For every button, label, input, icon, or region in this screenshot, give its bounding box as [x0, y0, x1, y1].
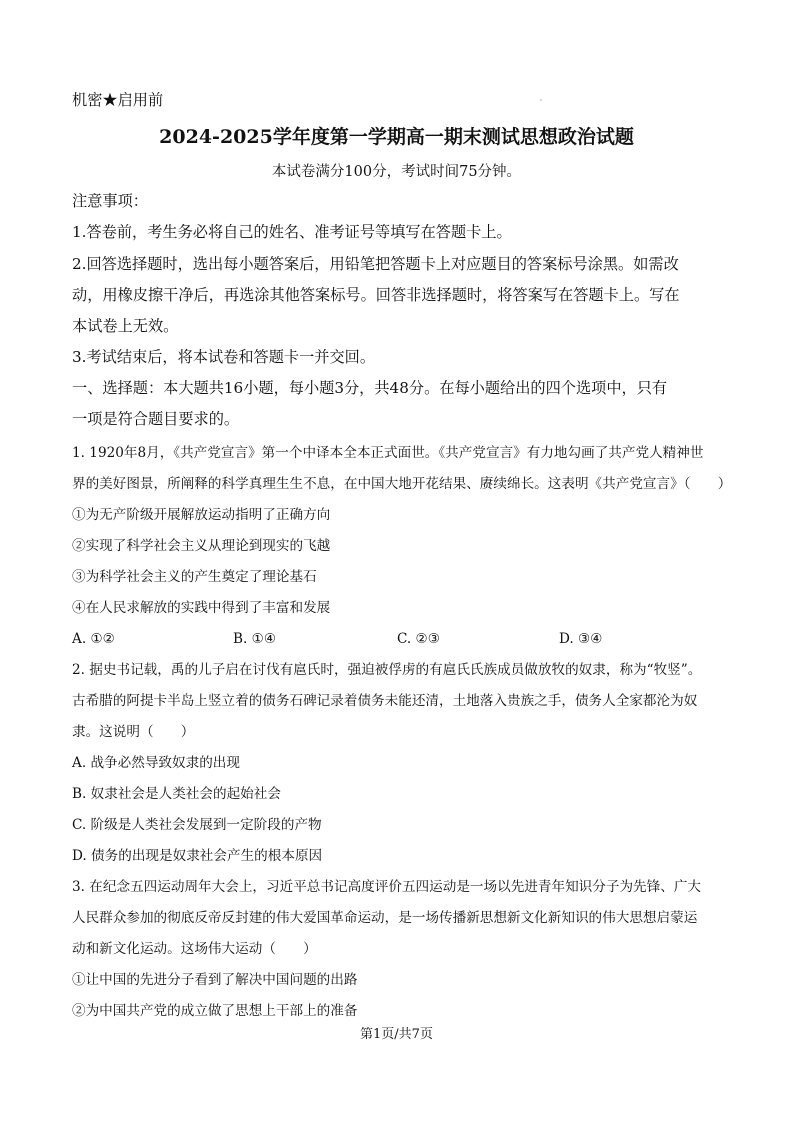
notice-item-3: 3.考试结束后，将本试卷和答题卡一并交回。: [72, 348, 376, 366]
q1-statement-3: ③为科学社会主义的产生奠定了理论基石: [72, 569, 317, 585]
notice-item-1: 1.答卷前，考生务必将自己的姓名、准考证号等填写在答题卡上。: [72, 223, 512, 241]
q2-option-d: D. 债务的出现是奴隶社会产生的根本原因: [72, 848, 323, 864]
q1-stem-line-2: 界的美好图景，所阐释的科学真理生生不息，在中国大地开花结果、赓续绵长。这表明《共产党宣言》（ ）: [72, 476, 732, 492]
confidential-label: 机密★启用前: [72, 91, 164, 109]
q3-statement-2: ②为中国共产党的成立做了思想上干部上的准备: [72, 1003, 358, 1019]
q2-option-c: C. 阶级是人类社会发展到一定阶段的产物: [72, 817, 322, 833]
q1-statement-1: ①为无产阶级开展解放运动指明了正确方向: [72, 507, 331, 523]
q2-option-b: B. 奴隶社会是人类社会的起始社会: [72, 786, 281, 802]
notice-item-2-line-1: 2.回答选择题时，选出每小题答案后，用铅笔把答题卡上对应题目的答案标号涂黑。如需改: [72, 255, 679, 273]
section-heading-line-1: 一、选择题：本大题共16小题，每小题3分，共48分。在每小题给出的四个选项中，只有: [72, 379, 668, 397]
notice-item-2-line-2: 动，用橡皮擦干净后，再选涂其他答案标号。回答非选择题时，将答案写在答题卡上。写在: [72, 286, 680, 304]
q3-stem-line-1: 3. 在纪念五四运动周年大会上，习近平总书记高度评价五四运动是一场以先进青年知识分子为先锋、广大: [72, 879, 702, 895]
exam-info: 本试卷满分100分，考试时间75分钟。: [271, 164, 522, 180]
q3-stem-line-2: 人民群众参加的彻底反帝反封建的伟大爱国革命运动，是一场传播新思想新文化新知识的伟大思想启蒙运: [72, 910, 698, 926]
q1-option-b: B. ①④: [233, 631, 277, 647]
page-title: 2024-2025学年度第一学期高一期末测试思想政治试题: [159, 126, 634, 148]
q2-stem-line-3: 隶。这说明（ ）: [72, 724, 195, 740]
q1-option-d: D. ③④: [559, 631, 603, 647]
q2-stem-line-1: 2. 据史书记载，禹的儿子启在讨伐有扈氏时，强迫被俘虏的有扈氏氏族成员做放牧的奴隶，称为“牧竖”。: [72, 662, 702, 678]
q2-stem-line-2: 古希腊的阿提卡半岛上竖立着的债务石碑记录着债务未能还清，土地落入贵族之手，债务人全家都沦为奴: [72, 693, 698, 709]
q3-stem-line-3: 动和新文化运动。这场伟大运动（ ）: [72, 941, 317, 957]
section-heading-line-2: 一项是符合题目要求的。: [72, 410, 240, 428]
q1-option-a: A. ①②: [72, 631, 115, 647]
q1-stem-line-1: 1. 1920年8月，《共产党宣言》第一个中译本全本正式面世。《共产党宣言》有力地勾画了共产党人精神世: [72, 445, 704, 461]
q2-option-a: A. 战争必然导致奴隶的出现: [72, 755, 240, 771]
q1-statement-2: ②实现了科学社会主义从理论到现实的飞越: [72, 538, 331, 554]
q1-option-c: C. ②③: [397, 631, 440, 647]
q1-statement-4: ④在人民求解放的实践中得到了丰富和发展: [72, 600, 331, 616]
q3-statement-1: ①让中国的先进分子看到了解决中国问题的出路: [72, 972, 358, 988]
scan-speck: [540, 99, 542, 101]
page-footer: 第1页/共7页: [360, 1027, 433, 1042]
notice-item-2-line-3: 本试卷上无效。: [72, 317, 179, 335]
notice-heading: 注意事项：: [72, 192, 148, 210]
